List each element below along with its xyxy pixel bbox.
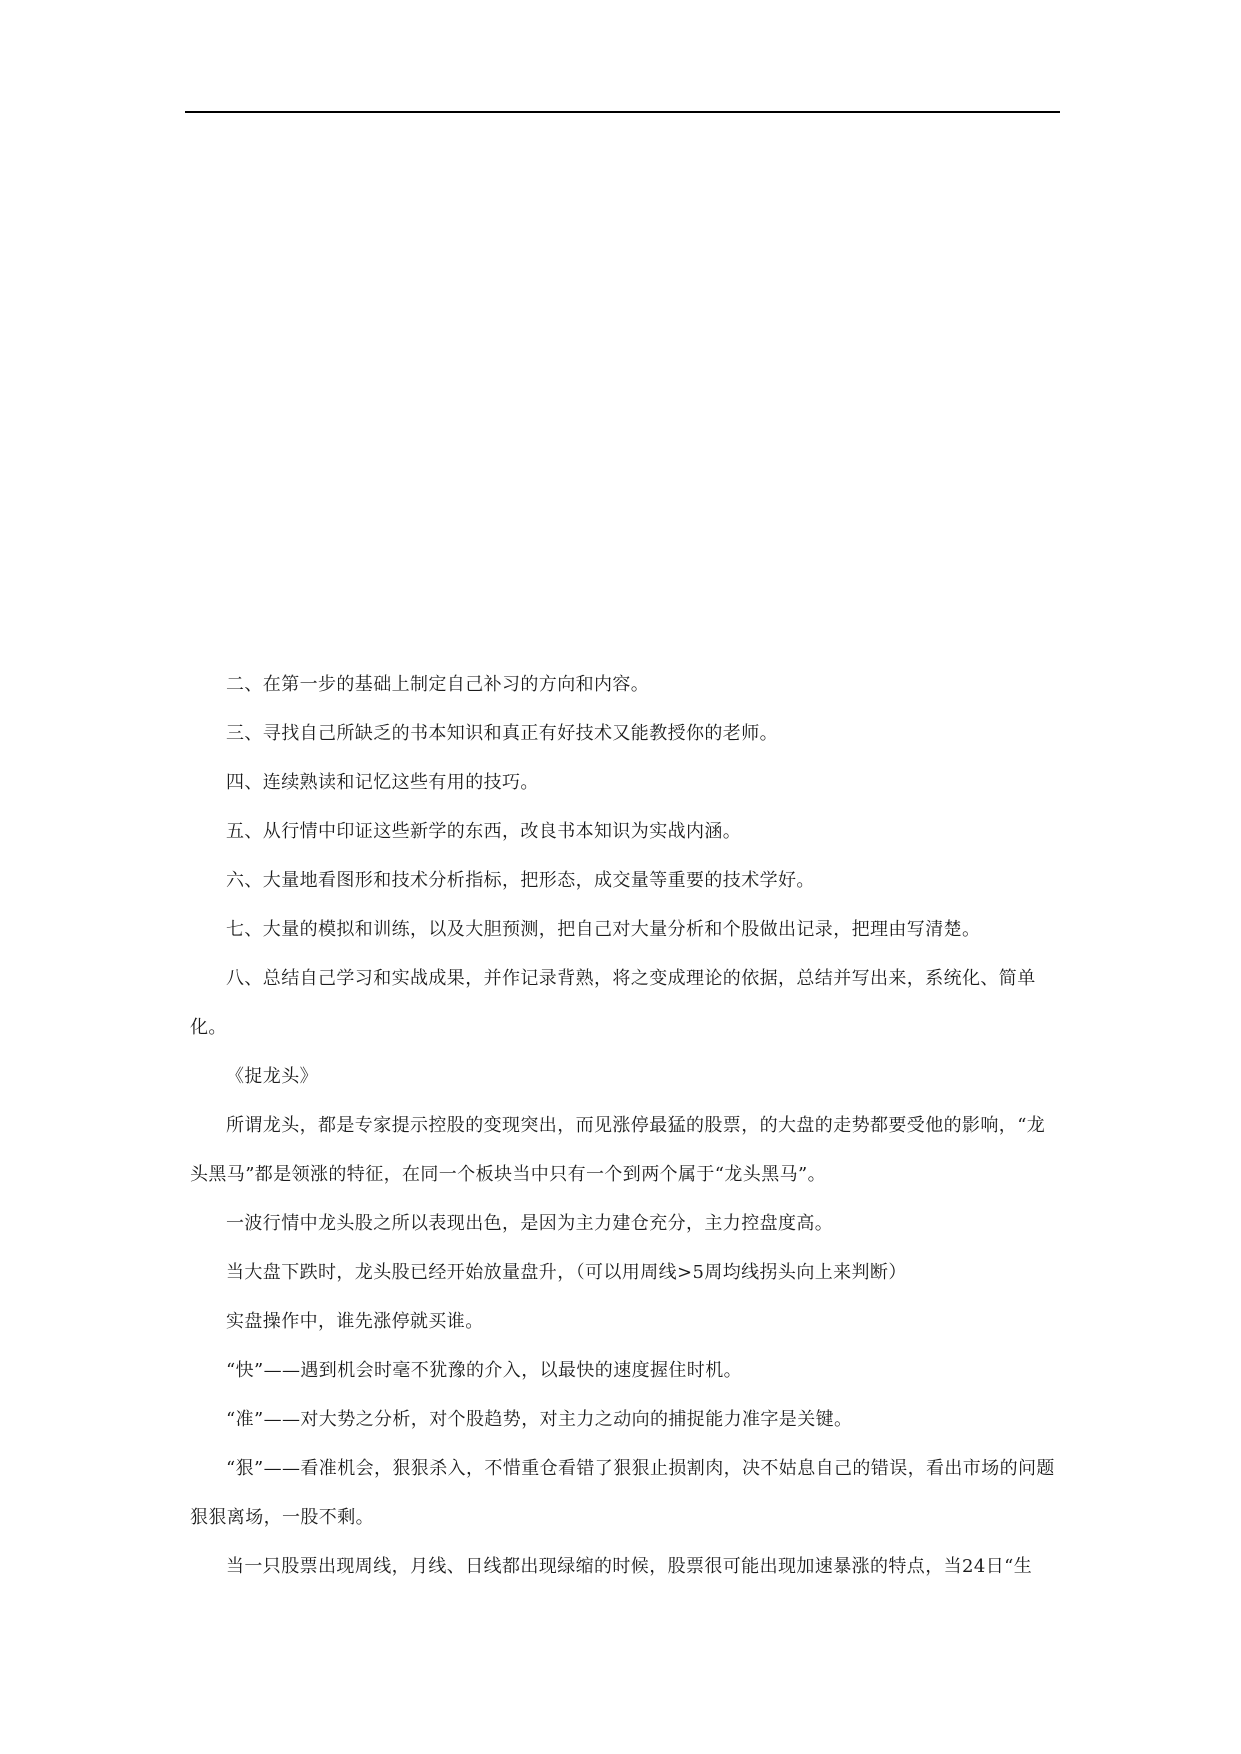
section-title-zhuo-longtou: 《捉龙头》 xyxy=(226,1066,318,1087)
paragraph-hen: “狠”——看准机会，狠狠杀入，不惜重仓看错了狠狠止损割肉，决不姑息自己的错误，看出市场的问题狠狠离场，一股不剩。 xyxy=(190,1458,1055,1528)
paragraph-buy-first-limit-up: 实盘操作中，谁先涨停就买谁。 xyxy=(226,1311,484,1332)
paragraph-step-8: 八、总结自己学习和实战成果，并作记录背熟，将之变成理论的依据，总结并写出来，系统化、简单化。 xyxy=(190,968,1036,1038)
paragraph-step-3: 三、寻找自己所缺乏的书本知识和真正有好技术又能教授你的老师。 xyxy=(226,723,778,744)
paragraph-step-2: 二、在第一步的基础上制定自己补习的方向和内容。 xyxy=(226,674,650,695)
paragraph-longtou-definition: 所谓龙头，都是专家提示控股的变现突出，而见涨停最猛的股票，的大盘的走势都要受他的影响，“龙头黑马”都是领涨的特征，在同一个板块当中只有一个到两个属于“龙头黑马”。 xyxy=(190,1115,1046,1185)
document-body xyxy=(190,660,1056,1591)
paragraph-zhun: “准”——对大势之分析，对个股趋势，对主力之动向的捕捉能力准字是关键。 xyxy=(226,1409,853,1430)
paragraph-green-shrink: 当一只股票出现周线，月线、日线都出现绿缩的时候，股票很可能出现加速暴涨的特点，当24日“生 xyxy=(226,1556,1033,1577)
paragraph-step-4: 四、连续熟读和记忆这些有用的技巧。 xyxy=(226,772,539,793)
paragraph-step-7: 七、大量的模拟和训练，以及大胆预测，把自己对大量分析和个股做出记录，把理由写清楚。 xyxy=(226,919,981,940)
paragraph-longtou-reason: 一波行情中龙头股之所以表现出色，是因为主力建仓充分，主力控盘度高。 xyxy=(226,1213,834,1234)
paragraph-market-decline: 当大盘下跌时，龙头股已经开始放量盘升，（可以用周线>5周均线拐头向上来判断） xyxy=(226,1262,907,1283)
paragraph-kuai: “快”——遇到机会时毫不犹豫的介入，以最快的速度握住时机。 xyxy=(226,1360,743,1381)
paragraph-step-6: 六、大量地看图形和技术分析指标，把形态，成交量等重要的技术学好。 xyxy=(226,870,815,891)
header-rule xyxy=(185,111,1060,113)
paragraph-step-5: 五、从行情中印证这些新学的东西，改良书本知识为实战内涵。 xyxy=(226,821,742,842)
